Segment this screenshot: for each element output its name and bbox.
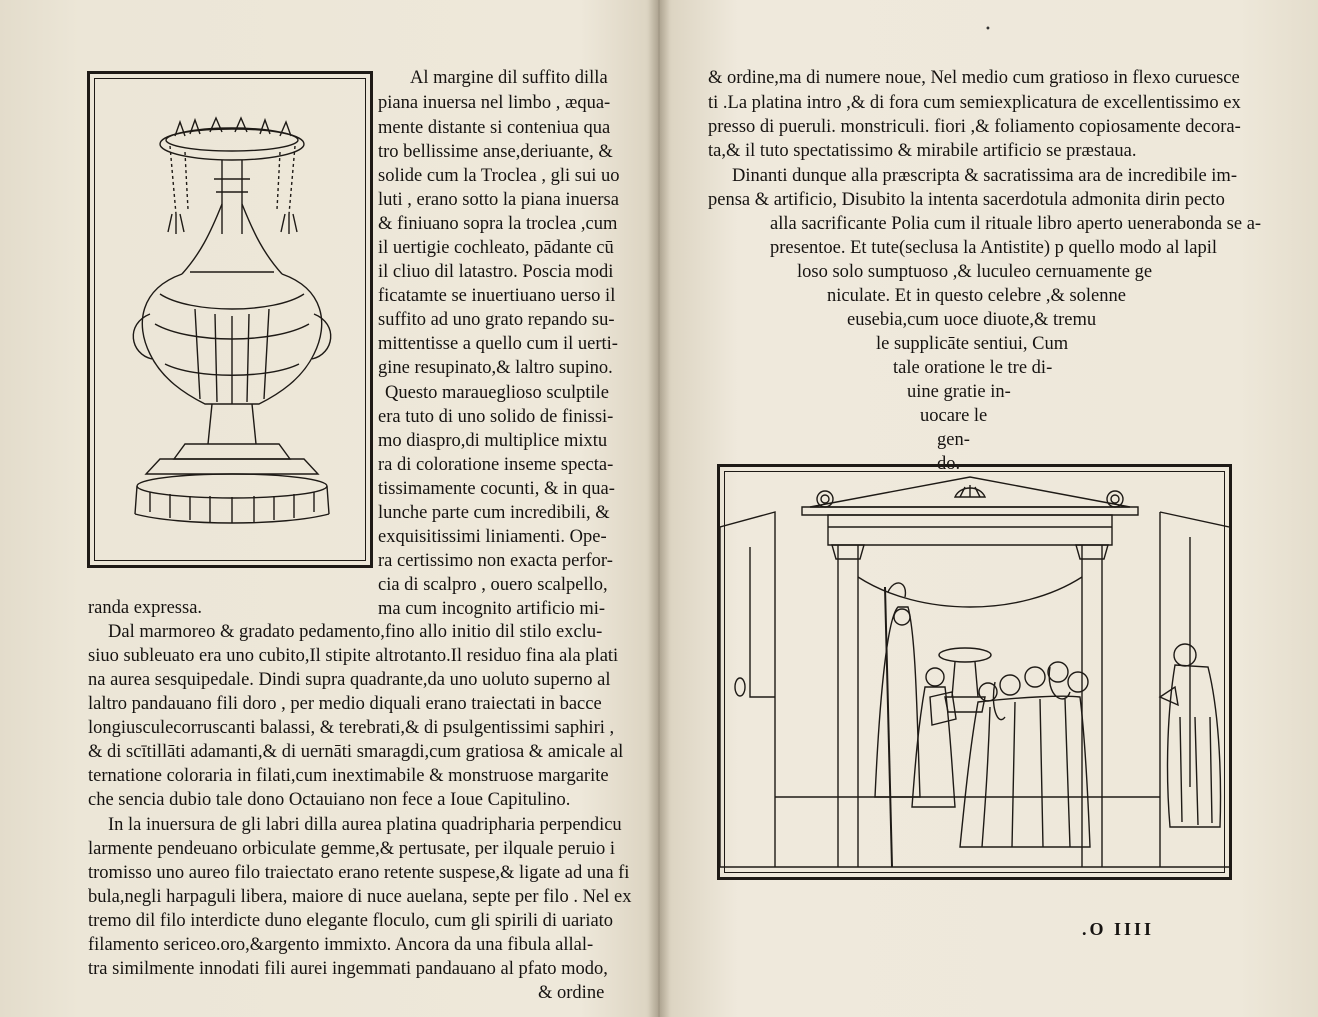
- left-line: Dal marmoreo & gradato pedamento,fino allo initio dil stilo exclu-: [108, 622, 603, 642]
- left-line: ficatamte se inuertiuano uerso il: [378, 286, 616, 306]
- left-line: na aurea sesquipedale. Dindi supra quadrante,da uno uoluto superno al: [88, 670, 611, 690]
- right-line: do.: [937, 454, 961, 474]
- left-line: mente distante si conteniua qua: [378, 118, 611, 138]
- ritual-scene-woodcut-frame: [717, 464, 1232, 880]
- left-line: ra certissimo non exacta perfor-: [378, 551, 613, 571]
- vase-woodcut-frame: [87, 71, 373, 568]
- left-line: cia di scalpro , ouero scalpello,: [378, 575, 608, 595]
- left-line: & di scītillāti adamanti,& di uernāti smaragdi,cum gratiosa & amicale al: [88, 742, 624, 762]
- left-line: solide cum la Troclea , gli sui uo: [378, 166, 620, 186]
- left-line: mo diaspro,di multiplice mixtu: [378, 431, 608, 451]
- left-line: ra di coloratione inseme specta-: [378, 455, 614, 475]
- left-line: longiusculecorruscanti balassi, & terebrati,& di psulgentissimi saphiri ,: [88, 718, 615, 738]
- page-speck: •: [985, 24, 991, 35]
- right-line: tale oratione le tre di-: [893, 358, 1053, 378]
- left-line: tromisso uno aureo filo traiectato erano retente suspese,& ligate ad una fi: [88, 863, 630, 883]
- right-line: pensa & artificio, Disubito la intenta sacerdotula admonita dirin pecto: [708, 190, 1225, 210]
- right-line: le supplicāte sentiui, Cum: [876, 334, 1069, 354]
- left-catchword: & ordine: [538, 983, 605, 1003]
- left-line: tro bellissime anse,deriuante, &: [378, 142, 613, 162]
- left-line: larmente pendeuano orbiculate gemme,& pertusate, per ilquale peruio i: [88, 839, 616, 859]
- left-line: filamento sericeo.oro,&argento immixto. Ancora da una fibula allal-: [88, 935, 594, 955]
- right-line: & ordine,ma di numere noue, Nel medio cum gratioso in flexo curuesce: [708, 68, 1240, 88]
- page-number-signature: .O IIII: [1082, 919, 1155, 939]
- left-page: [0, 0, 655, 1017]
- right-line: Dinanti dunque alla præscripta & sacratissima ara de incredibile im-: [732, 166, 1237, 186]
- left-line: tissimamente cocunti, & in qua-: [378, 479, 615, 499]
- right-line: gen-: [937, 430, 970, 450]
- left-line: bula,negli harpaguli libera, maiore di nuce auelana, septe per filo . Nel ex: [88, 887, 632, 907]
- right-line: loso solo sumptuoso ,& luculeo cernuamente ge: [797, 262, 1153, 282]
- left-line: lunche parte cum incredibili, &: [378, 503, 610, 523]
- left-line: exquisitissimi liniamenti. Ope-: [378, 527, 607, 547]
- right-line: ta,& il tuto spectatissimo & mirabile artificio se præstaua.: [708, 141, 1137, 161]
- left-line: ma cum incognito artificio mi-: [378, 599, 606, 619]
- right-line: presentoe. Et tute(seclusa la Antistite) p quello modo al lapil: [770, 238, 1217, 258]
- left-line: il uertigie cochleato, pādante cū: [378, 238, 614, 258]
- left-line: gine resupinato,& laltro supino.: [378, 358, 613, 378]
- right-line: eusebia,cum uoce diuote,& tremu: [847, 310, 1097, 330]
- left-line: & finiuano sopra la troclea ,cum: [378, 214, 618, 234]
- left-line: randa expressa.: [88, 598, 203, 618]
- left-line: luti , erano sotto la piana inuersa: [378, 190, 619, 210]
- ritual-scene-woodcut-illustration: [720, 467, 1229, 877]
- right-line: ti .La platina intro ,& di fora cum semiexplicatura de excellentissimo ex: [708, 93, 1241, 113]
- left-line: laltro pandauano fili doro , per medio diquali erano traiectati in bacce: [88, 694, 602, 714]
- left-line: In la inuersura de gli labri dilla aurea platina quadripharia perpendicu: [108, 815, 622, 835]
- left-line: era tuto di uno solido de finissi-: [378, 407, 614, 427]
- right-line: uine gratie in-: [907, 382, 1011, 402]
- left-line: siuo subleuato era uno cubito,Il stipite altrotanto.Il residuo fina ala plati: [88, 646, 619, 666]
- right-line: alla sacrificante Polia cum il rituale libro aperto uenerabonda se a-: [770, 214, 1262, 234]
- right-line: niculate. Et in questo celebre ,& solenne: [827, 286, 1126, 306]
- left-line: tremo dil filo interdicte duno elegante floculo, cum gli spirili di uariato: [88, 911, 614, 931]
- left-line: che sencia dubio tale dono Octauiano non fece a Ioue Capitulino.: [88, 790, 571, 810]
- left-line: Questo marauegliosо sculptile: [385, 383, 610, 403]
- right-line: presso di pueruli. monstriculi. fiori ,& foliamento copiosamente decora-: [708, 117, 1241, 137]
- left-line: piana inuersa nel limbo , æqua-: [378, 93, 611, 113]
- left-line: Al margine dil suffito dilla: [410, 68, 608, 88]
- left-line: ternatione coloraria in filati,cum inextimabile & monstruose margarite: [88, 766, 609, 786]
- right-line: uocare le: [920, 406, 988, 426]
- left-line: il cliuo dil latastro. Poscia modi: [378, 262, 614, 282]
- left-line: suffito ad uno grato repando su-: [378, 310, 615, 330]
- left-line: tra similmente innodati fili aurei ingemmati pandauano al pfato modo,: [88, 959, 608, 979]
- vase-woodcut-illustration: [90, 74, 370, 565]
- left-line: mittentisse a quello cum il uerti-: [378, 334, 618, 354]
